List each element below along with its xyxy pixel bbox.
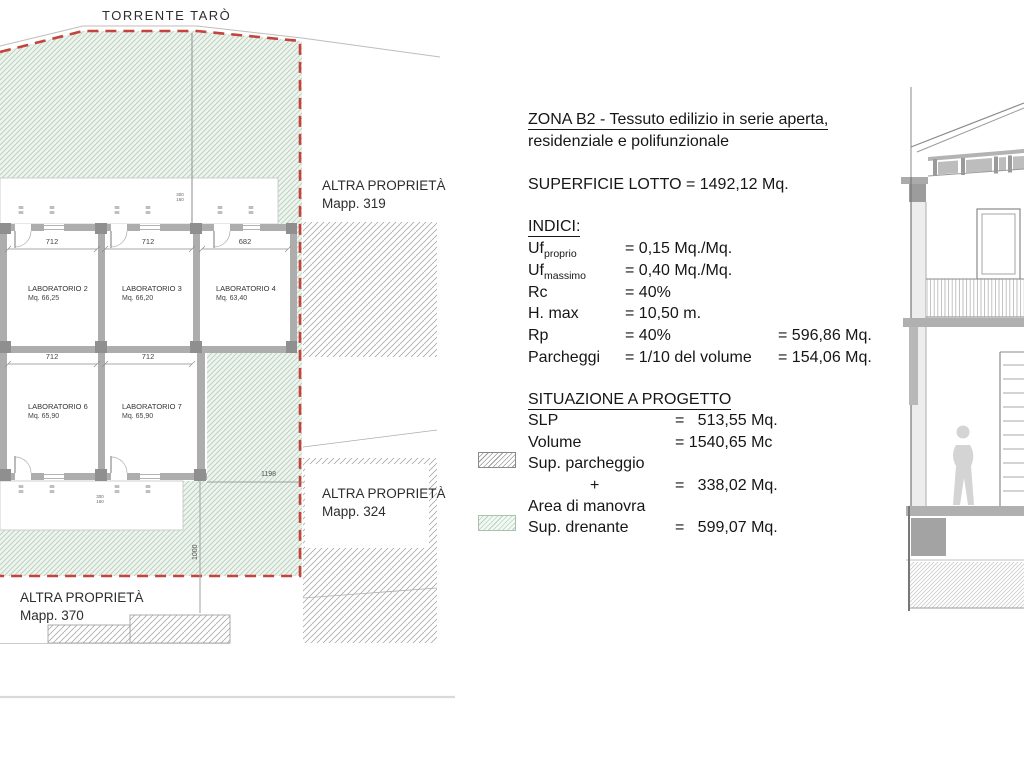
row-volume: Volume = 1540,65 Mc (528, 434, 773, 451)
dim-small-a: 300 (96, 494, 104, 499)
opening-mark: 88 88 (145, 484, 151, 494)
parcel-370-line2: Mapp. 370 (20, 608, 84, 623)
dim-712-bot2: 712 (141, 352, 155, 361)
room-area: Mq. 66,20 (122, 295, 154, 302)
dim-small-top (172, 192, 188, 202)
dim-small-a: 300 (176, 192, 184, 197)
opening-mark: 88 88 (49, 205, 55, 215)
neighbour-parcels (303, 222, 437, 643)
row-rp: Rp = 40% = 596,86 Mq. (528, 327, 872, 344)
draining-hatch-legend-swatch (478, 515, 516, 531)
row-hmax: H. max = 10,50 m. (528, 305, 702, 322)
room-name: LABORATORIO 7 (122, 402, 182, 411)
superficie-lotto: SUPERFICIE LOTTO = 1492,12 Mq. (528, 176, 789, 193)
room-area: Mq. 63,40 (216, 295, 248, 302)
dim-small-b: 160 (96, 499, 104, 504)
room-name: LABORATORIO 2 (28, 284, 88, 293)
zone-title-line1: ZONA B2 - Tessuto edilizio in serie aperta, (528, 111, 829, 128)
dim-1198: 1198 (261, 471, 277, 478)
parcel-370-line1: ALTRA PROPRIETÀ (20, 590, 144, 605)
room-name: LABORATORIO 4 (216, 284, 276, 293)
parcel-324-label (322, 485, 446, 521)
room-name: LABORATORIO 6 (28, 402, 88, 411)
dim-712-bot1: 712 (45, 352, 59, 361)
parcel-319-line1: ALTRA PROPRIETÀ (322, 178, 446, 193)
dim-small-bottom (92, 494, 108, 504)
dim-712-top1: 712 (45, 237, 59, 246)
room-area: Mq. 65,90 (28, 413, 60, 420)
room-label-lab6 (28, 402, 88, 422)
row-area-manovra: Area di manovra (528, 498, 646, 515)
parcel-324-line1: ALTRA PROPRIETÀ (322, 486, 446, 501)
opening-mark: 88 88 (145, 205, 151, 215)
row-slp: SLP = 513,55 Mq. (528, 412, 778, 429)
row-sup-drenante: Sup. drenante = 599,07 Mq. (528, 519, 778, 536)
opening-mark: 88 88 (217, 205, 223, 215)
drawing-sheet: TORRENTE TARÒ ALTRA PROPRIETÀ Mapp. 319 ALTRA PROPRIETÀ Mapp. 324 ALTRA PROPRIETÀ Mapp. 370 LABORATORIO 2 Mq. 66,25 LABORATORIO 3 Mq. 66,20 LABORATORIO 4 Mq. 63,40 LABORATORIO 6 Mq. 65,90 LABORATORIO 7 Mq. 65,90 712 712 682 712 712 1198 1000 300 160 300 160 88 88 88 88 88 88 88 88 88 88 88 88 88 88 88 88 88 88 88 88 ZONA B2 - Tessuto edilizio in serie aperta, residenziale e polifunzionale SUPERFICIE LOTTO = 1492,12 Mq. INDICI: $Uf_{proprio}$ = 0,15 Mq./Mq. $Uf_{massimo}$ = 0,40 Mq./Mq. Rc = 40% H. max = 10,50 m. Rp = 40% = 596,86 Mq. Parcheggi = 1/10 del volume = 154,06 Mq. SITUAZIONE A PROGETTO SLP = 513,55 Mq. Volume = 1540,65 Mc Sup. parcheggio + = 338,02 Mq. Area di manovra Sup. drenante = 599,07 Mq. (0, 0, 1024, 768)
row-uf-proprio: $Uf_{proprio}$ = 0,15 Mq./Mq. (528, 240, 733, 260)
front-strip (0, 178, 278, 224)
room-area: Mq. 66,25 (28, 295, 60, 302)
room-label-lab7 (122, 402, 182, 422)
room-label-lab2 (28, 284, 88, 304)
torrente-taro-label: TORRENTE TARÒ (102, 8, 232, 23)
dim-1000: 1000 (192, 544, 199, 560)
opening-mark: 88 88 (18, 484, 24, 494)
parcel-319-line2: Mapp. 319 (322, 196, 386, 211)
dim-712-top2: 712 (141, 237, 155, 246)
parking-hatch-legend-swatch (478, 452, 516, 468)
opening-mark: 88 88 (18, 205, 24, 215)
room-name: LABORATORIO 3 (122, 284, 182, 293)
row-uf-massimo: $Uf_{massimo}$ = 0,40 Mq./Mq. (528, 262, 733, 282)
parcel-324-line2: Mapp. 324 (322, 504, 386, 519)
room-label-lab4 (216, 284, 276, 304)
zone-title-line2: residenziale e polifunzionale (528, 133, 730, 150)
dim-small-b: 160 (176, 197, 184, 202)
opening-mark: 88 88 (114, 484, 120, 494)
section-drawing (901, 87, 1024, 611)
parcel-319-label (322, 177, 446, 213)
situazione-title: SITUAZIONE A PROGETTO (528, 391, 732, 408)
parcel-370-label (20, 589, 144, 625)
row-rc: Rc = 40% (528, 284, 671, 301)
opening-mark: 88 88 (114, 205, 120, 215)
room-area: Mq. 65,90 (122, 413, 154, 420)
room-label-lab3 (122, 284, 182, 304)
row-parcheggi: Parcheggi = 1/10 del volume = 154,06 Mq. (528, 349, 872, 366)
opening-mark: 88 88 (248, 205, 254, 215)
opening-mark: 88 88 (49, 484, 55, 494)
dim-682-top3: 682 (238, 237, 252, 246)
row-sup-parcheggio: Sup. parcheggio (528, 455, 645, 472)
indici-title: INDICI: (528, 218, 581, 235)
